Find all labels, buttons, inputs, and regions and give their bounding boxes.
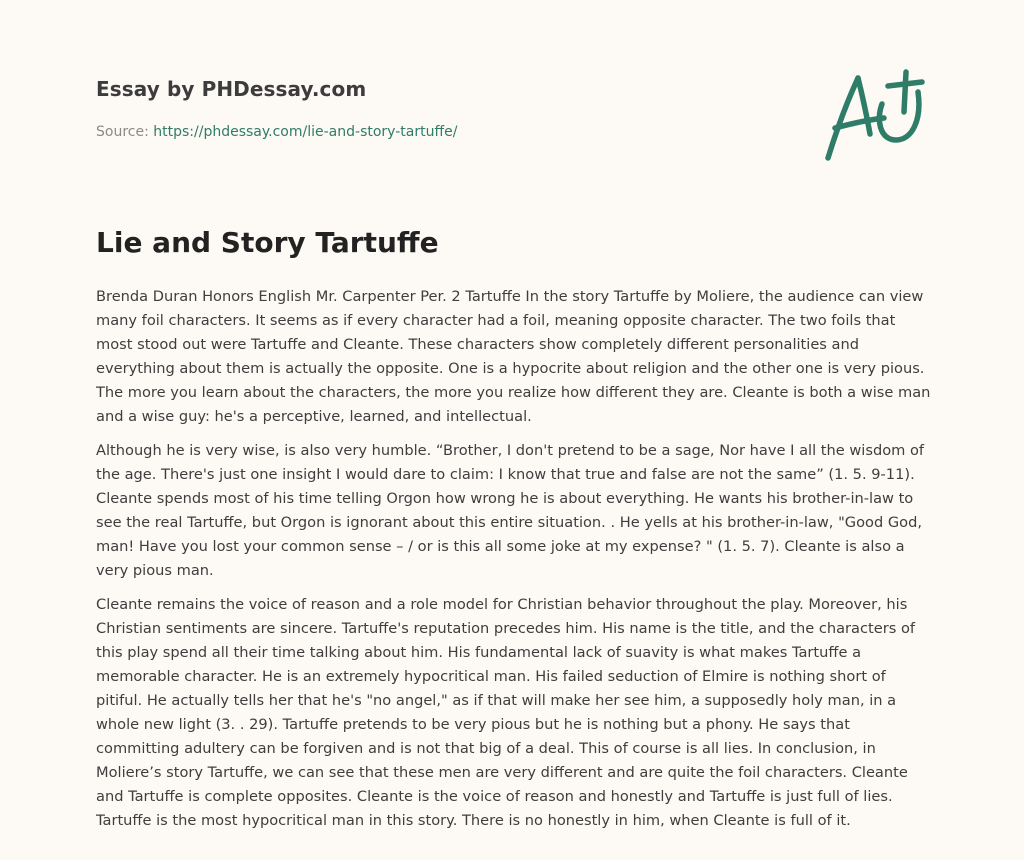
essay-paragraph: Brenda Duran Honors English Mr. Carpenter Per. 2 Tartuffe In the story Tartuffe by Moliere, the audience can view many foil characters. It seems as if every character had a foil, meaning opposite character. The two foils that most stood out were Tartuffe and Cleante. These characters show completely different personalities and everything about them is actually the opposite. One is a hypocrite about religion and the other one is very pious. The more you learn about the characters, the more you realize how different they are. Cleante is both a wise man and a wise guy: he's a perceptive, learned, and intellectual. [96, 288, 931, 425]
source-label: Source: [96, 124, 154, 140]
source-line [96, 124, 457, 140]
source-link[interactable]: https://phdessay.com/lie-and-story-tartuffe/ [153, 124, 458, 140]
a-plus-logo [822, 68, 926, 164]
essay-body [96, 285, 932, 843]
site-title: Essay by PHDessay.com [96, 77, 367, 101]
essay-paragraph: Although he is very wise, is also very humble. “Brother, I don't pretend to be a sage, Nor have I all the wisdom of the age. There's just one insight I would dare to claim: I know that true and false are not the same” (1. 5. 9-11). Cleante spends most of his time telling Orgon how wrong he is about everything. He wants his brother-in-law to see the real Tartuffe, but Orgon is ignorant about this entire situation. . He yells at his brother-in-law, "Good God, man! Have you lost your common sense – / or is this all some joke at my expense? " (1. 5. 7). Cleante is also a very pious man. [96, 442, 925, 579]
essay-paragraph: Cleante remains the voice of reason and a role model for Christian behavior throughout the play. Moreover, his Christian sentiments are sincere. Tartuffe's reputation precedes him. His name is the title, and the characters of this play spend all their time talking about him. His fundamental lack of suavity is what makes Tartuffe a memorable character. He is an extremely hypocritical man. His failed seduction of Elmire is nothing short of pitiful. He actually tells her that he's "no angel," as if that will make her see him, a supposedly holy man, in a whole new light (3. . 29). Tartuffe pretends to be very pious but he is nothing but a phony. He says that committing adultery can be forgiven and is not that big of a deal. This of course is all lies. In conclusion, in Moliere’s story Tartuffe, we can see that these men are very different and are quite the foil characters. Cleante and Tartuffe is complete opposites. Cleante is the voice of reason and honestly and Tartuffe is just full of lies. Tartuffe is the most hypocritical man in this story. There is no honestly in him, when Cleante is full of it. [96, 596, 916, 829]
essay-title: Lie and Story Tartuffe [96, 226, 439, 259]
